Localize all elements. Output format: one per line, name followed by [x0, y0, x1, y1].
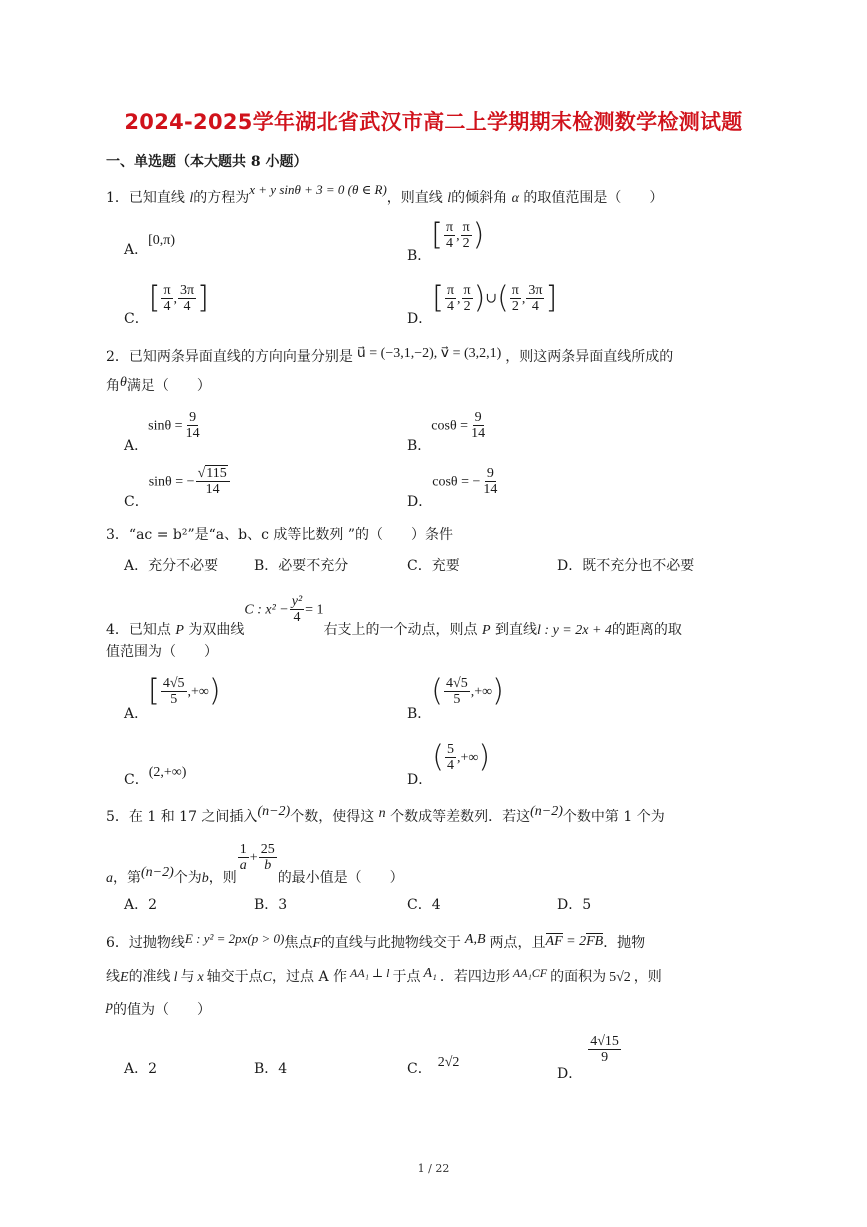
- q2-option-d: D．cosθ = − $\frac{9}{14}$: [407, 466, 498, 510]
- q2-option-c: C．sinθ = − $\frac{√115}{14}$: [124, 466, 231, 497]
- q5-option-c: C．4: [407, 897, 441, 913]
- q4-option-d: D．( $\frac{5}{4}$ ,+∞): [407, 739, 491, 788]
- q4-option-b: B．( $\frac{4√5}{5}$ ,+∞): [407, 673, 504, 722]
- q1-option-c: C．[ $\frac{\pi}{4}$ , $\frac{3\pi}{4}$ ]: [124, 280, 209, 327]
- q5-option-a: A．2: [124, 897, 158, 913]
- q4-option-c: C．(2,+∞): [124, 765, 187, 788]
- question-5-stem-line1: 5．在 1 和 17 之间插入(n−2)个数，使得这 n 个数成等差数列．若这(n−2)个数中第 1 个为: [106, 804, 665, 825]
- document-title: 2024-2025学年湖北省武汉市高二上学期期末检测数学检测试题: [124, 110, 743, 134]
- q1-option-d: D．[ $\frac{\pi}{4}$ , $\frac{\pi}{2}$ )∪( $\frac{\pi}{2}$ , $\frac{3\pi}{4}$ ]: [407, 280, 558, 327]
- question-6-stem-line2: 线E的准线 l 与 x 轴交于点C，过点 A 作 AA₁ ⊥ l 于点 A₁ ．若四边形 AA₁CF 的面积为 5√2 ，则: [106, 966, 662, 985]
- q2-option-b: B．cosθ = $\frac{9}{14}$: [407, 410, 486, 454]
- question-6-stem-line1: 6．过抛物线E : y² = 2px(p > 0)焦点F的直线与此抛物线交于 A,B 两点，且AF = 2FB．抛物: [106, 931, 646, 951]
- q2-option-a: A．sinθ = $\frac{9}{14}$: [124, 410, 200, 454]
- page-number: 1 / 22: [417, 1162, 450, 1175]
- q6-option-c: C． 2√2: [407, 1055, 460, 1077]
- question-4-stem-line1: 4．已知点 P 为双曲线C : x² − $\frac{\text{y²}}{4}$ = 1右支上的一个动点，则点 P 到直线l : y = 2x + 4的距离的取: [106, 594, 682, 638]
- q4-option-a: A．[ $\frac{4√5}{5}$ ,+∞): [124, 673, 221, 722]
- question-2-stem-line1: 2．已知两条异面直线的方向向量分别是 u⃗ = (−3,1,−2), v⃗ = (3,2,1) ，则这两条异面直线所成的: [106, 346, 674, 365]
- q5-option-d: D．5: [557, 897, 592, 913]
- q3-option-a: A．充分不必要: [124, 558, 219, 574]
- question-4-stem-line2: 值范围为（ ）: [106, 644, 218, 660]
- q5-option-b: B．3: [254, 897, 288, 913]
- q3-option-d: D．既不充分也不必要: [557, 558, 695, 574]
- question-5-stem-line2: a，第(n−2)个为b，则 $\frac{1}{a}$ + $\frac{25}{b}$ 的最小值是（ ）: [106, 842, 404, 886]
- question-2-stem-line2: 角θ满足（ ）: [106, 375, 211, 394]
- question-3-stem: 3．“ac = b²”是“a、b、c 成等比数列 ”的（ ）条件: [106, 527, 453, 543]
- question-6-stem-line3: p的值为（ ）: [106, 999, 211, 1018]
- q6-option-d: D． $\frac{4√15}{9}$: [557, 1034, 619, 1082]
- q6-option-a: A．2: [124, 1061, 158, 1077]
- q3-option-c: C．充要: [407, 558, 460, 574]
- section-heading: 一、单选题（本大题共 8 小题）: [106, 154, 308, 170]
- q3-option-b: B．必要不充分: [254, 558, 349, 574]
- q1-option-b: B．[ $\frac{\pi}{4}$ , $\frac{\pi}{2}$ ): [407, 217, 485, 264]
- q6-option-b: B．4: [254, 1061, 288, 1077]
- q1-option-a: A．[0,π): [124, 233, 176, 258]
- question-1-stem: 1．已知直线 l的方程为x + y sinθ + 3 = 0 (θ ∈ R)，则直线 l的倾斜角 α 的取值范围是（ ）: [106, 182, 664, 206]
